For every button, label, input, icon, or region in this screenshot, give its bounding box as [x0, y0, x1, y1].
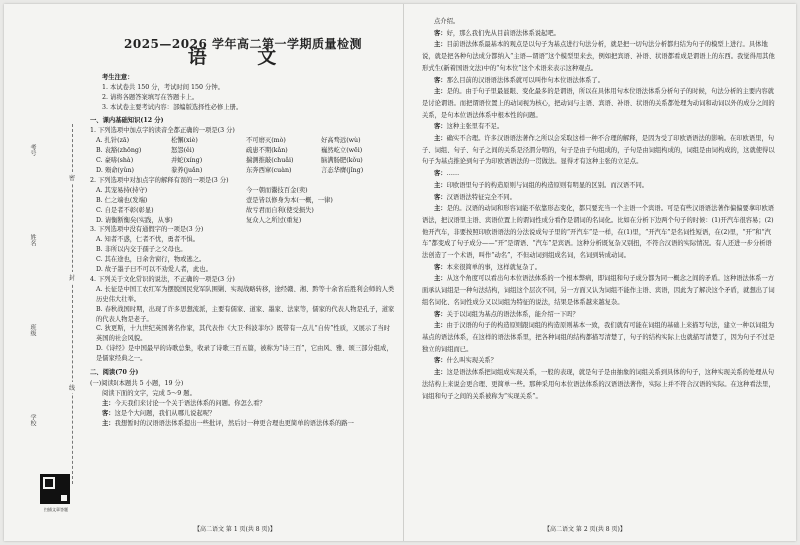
page-1-footer: 【高二语文 第 1 页(共 8 页)】 [194, 526, 276, 533]
option: A. 知者不惑，仁者不忧，勇者不惧。 [96, 236, 200, 244]
paragraph-text: 汉语语法特征完全不同。 [446, 193, 516, 201]
option: 不可磨灭(mò) [246, 137, 286, 145]
binding-margin [4, 4, 94, 541]
speaker: 主： [434, 275, 447, 283]
option: D. 殒命(yǔn) [96, 166, 135, 174]
option: 松懈(xiè) [171, 137, 198, 145]
dialogue-paragraph [422, 355, 778, 367]
option: C. 其在途也，日余舍窗行，物或逃之。 [96, 256, 206, 264]
option: B. 仁之端也(发端) [96, 196, 148, 204]
class-label: 班级 [29, 324, 36, 336]
dialogue-paragraph [422, 86, 778, 121]
school-label: 学校 [29, 414, 36, 426]
option: 脑满肠肥(kǒu) [321, 157, 363, 165]
option: B. 袁豁(zhōng) [96, 147, 142, 155]
question-4: 4. 下列关于文化常识的说法，不正确的一项是(3 分) [90, 275, 235, 283]
reading-prompt: 阅读下面的文字，完成 5～9 题。 [102, 389, 196, 397]
dialogue-paragraph [422, 168, 778, 180]
question-3: 3. 下列选项中没有通假字的一项是(3 分) [90, 226, 204, 234]
option: B. 非所以内交于孺子之父母也。 [96, 246, 187, 254]
option: B. 春秋战国时期，出现了许多思想流派，主要有儒家、道家、墨家、法家等，儒家的代表人物是孔子，道家的代表人物是老子。 [96, 305, 395, 323]
mark-xian: 线 [69, 382, 75, 393]
paragraph-text: 是的。汉语的动词和形容词能不依靠形态变化，都只要充当一个主语一个宾语。可是有些汉语语法著作偏偏要拿印欧语语法，把汉语里主语、宾语位置上的谓词性成分看作是谓词的名词化。比如在分析下边两个句子的时候：(1)开汽车很容易；(2)他开汽车，非要按照印欧语语法的分法说成句子里的“开汽车”是一样，在(1)里，“开汽车”是名词性短语，在(2)里，“开”和“汽车”都变成了句子成分——“开”是谓语、“汽车”是宾语。这种分析既复杂又别扭，不符合汉语的实际情况。有人还进一步分析语法创造了一个术语，叫作“动名”，不但动词到组成名词，名词到转成动词。 [422, 205, 775, 260]
page-2-footer: 【高二语文 第 2 页(共 8 页)】 [544, 526, 626, 533]
dialogue-paragraph [422, 121, 778, 133]
paragraph-text: …… [446, 170, 460, 178]
dialogue-text: 这是个大问题，我们从哪儿说起呢？ [114, 409, 216, 417]
paragraph-text: 目前语法体系最基本的观点是以句子为基点进行句法分析，就是把一切句法分析都归结为句子的模型上进行。具体地说，就是把各种句法成分都纳入“主语—谓语”这个模型里来去，例如把宾语、补语、状语都看成是谓语上的东西。我觉得用其他形式生(新着国语文法)中的“句本位”这个术语来表示这种观点。 [422, 41, 775, 72]
speaker: 客： [434, 357, 447, 365]
speaker: 主： [102, 419, 115, 427]
speaker: 客： [434, 76, 447, 84]
option: C. 豪哧(shà) [96, 157, 134, 165]
option: 并蛇(xíng) [171, 157, 203, 165]
option: A. 其宠易持(持守) [96, 186, 148, 194]
dialogue-paragraph [422, 192, 778, 204]
option: 巍然屹立(wēi) [321, 147, 363, 155]
question-2: 2. 下列选项中对加点字的解释有误的一项是(3 分) [90, 176, 229, 184]
paragraph-text: 印欧语里句子的构造原则与词组的构造原则有明显的区别。而汉语不同。 [446, 181, 649, 189]
name-label: 姓名 [29, 234, 36, 246]
dialogue-paragraph [422, 273, 778, 308]
speaker: 客： [102, 409, 115, 417]
dialogue-text: 我想暂时的汉语语法体系提出一些批评，然后讨一种更合理也更简单的语法体系的路一 [114, 419, 354, 427]
speaker: 主： [434, 369, 447, 377]
section-heading: 二、阅读(70 分) [90, 369, 139, 377]
qr-code[interactable] [40, 474, 70, 504]
speaker: 主： [434, 135, 447, 143]
paragraph-text: 由于汉语的句子的构造原则跟词组的构造原则基本一致，我们就有可能在词组的基础上来描写句法，建立一种以词组为基点的语法体系，在这样的语法体系里，把各种词组的结构都描写清楚了，句子的结构实际上也就描写清楚了，因为句子不过是独立的词组而已。 [422, 322, 775, 353]
option: 好高骛远(wù) [321, 137, 361, 145]
dialogue-paragraph [422, 28, 778, 40]
qr-caption: 扫描文章答题 [44, 507, 68, 512]
exam-sheet [4, 4, 796, 541]
dialogue-line [90, 409, 396, 419]
paragraph-text: 从这个角度可以看出句本位语法体系的一个根本弊病，即词组和句子成分都为同一概念之间的矛盾。这种语法体系一方面承认词组是一种句法结构，词组这个层次不同，另一方面又认为词组不能作主语、宾语，因此为了解决这个矛盾，就想出了词组名词化、名词性成分又以词组为特征的说法，结果是体系越来越复杂。 [422, 275, 775, 306]
question-1: 1. 下列选项中加点字的读音全都正确的一项是(3 分) [90, 127, 235, 135]
speaker: 主： [434, 205, 447, 213]
option: 言态华膺(jǐng) [321, 166, 364, 174]
speaker: 客： [434, 29, 447, 37]
dialogue-line [90, 419, 396, 429]
page-fold [403, 4, 404, 541]
option: C. 狄更斯，十九世纪英国著名作家，其代表作《大卫·科波菲尔》既带有一点儿“自传”性质，又展示了当时英国的社会风貌。 [96, 325, 391, 343]
speaker: 主： [434, 322, 447, 330]
paragraph-text: 什么叫实现关系？ [446, 357, 497, 365]
paragraph-text: 本来很简单的事，这样就复杂了。 [446, 263, 542, 271]
option: D. 故子墨子曰不可以不劝爱人者，此也。 [96, 266, 212, 274]
option: A. 长征是中国工农红军为摆脱国民党军队围剿、实现战略转移，途经赣、湘、黔等十余省后胜利会师的人类历史伟大壮举。 [96, 285, 395, 303]
page-1 [90, 16, 396, 429]
dialogue-paragraph [422, 39, 778, 74]
dialogue-line [90, 399, 396, 409]
speaker: 客： [434, 193, 447, 201]
dialogue-paragraph [422, 320, 778, 355]
option: 豢养(juǎn) [171, 166, 203, 174]
speaker: 主： [102, 399, 115, 407]
dialogue-paragraph [422, 203, 778, 262]
option: 壹是皆以修身为本(一概，一律) [246, 196, 333, 204]
section-heading: 一、课内基础知识(12 分) [90, 117, 164, 125]
speaker: 客： [434, 170, 447, 178]
speaker: 客： [434, 310, 447, 318]
exam-title: 2025—2026 学年高二第一学期质量检测 [124, 37, 362, 51]
paragraph-text: 那么目前的汉语语法体系就可以叫作句本位语法体系了。 [446, 76, 605, 84]
paragraph-text: 这是语法体系把词组成实现关系，一般的表现，就是句子是由抽象的词组关系到具体的句子，这种实现关系的处理从句法结构上来说会更合理、更简单一些。那种采用句本位语法体系的汉语语法著作，实际上并不符合汉语的实际。在这种看法里，词组和句子之间的关系被称为“实现关系”。 [422, 369, 775, 400]
paragraph-text: 是的。由于句子里最显眼、变化最多的是谓语，所以在具体用句本位语法体系分析句子的时候，句法分析的主要内容就是讨论谓语。而把谓语位置上的动词视为核心，把动词与主语、宾语、补语、状语的关系都处理为动词和动词以外的成分之间的关系，是句本位语法体系中根本性的问题。 [422, 88, 775, 119]
note-item: 2. 请将各题答案填写在答题卡上。 [102, 93, 199, 101]
dialogue-paragraph [422, 180, 778, 192]
paragraph-text: 这种主张里有不足。 [446, 123, 504, 131]
dialogue-paragraph [422, 367, 778, 402]
dialogue-paragraph [422, 262, 778, 274]
option: 今一朝而鬻技百金(卖) [246, 186, 308, 194]
page-2 [422, 16, 778, 402]
option: A. 扎针(zā) [96, 137, 130, 145]
subject-title: 语 文 [187, 45, 299, 68]
note-item: 3. 本试卷主要考试内容：部编版选择性必修上册。 [102, 103, 243, 111]
q1-options [90, 136, 396, 176]
option: 疏患不期(kǎn) [246, 147, 288, 155]
speaker: 客： [434, 123, 447, 131]
q2-options [90, 186, 396, 226]
speaker: 主： [434, 41, 447, 49]
option: D.《诗经》是中国最早的诗歌总集，收录了诗歌三百五篇，被称为“诗三百”，它由风、雅、颂三部分组成，是儒家经典之一。 [96, 345, 393, 363]
reading-heading: (一)阅读Ⅰ(本题共 5 小题，19 分) [90, 380, 184, 387]
mark-feng: 封 [69, 272, 75, 283]
dialogue-paragraph [422, 16, 778, 28]
speaker: 客： [434, 263, 447, 271]
paragraph-text: 好，那么我们先从目前语法体系说起吧。 [446, 29, 560, 37]
option: 怒怨(ěi) [171, 147, 195, 155]
paragraph-text: 确实不合理。许多汉语语法著作之所以会采取这样一种不合理的解释，是因为受了印欧语语法的影响。在印欧语里，句子、词组、句子、句子之间的关系是泾渭分明的，句子是由子句组成的，子句是由词组构成的，词组是由词构成的，这就使得以句子为基点推论到句子为印欧语语法的一贯做法。显得才有这种主张的立足点。 [422, 135, 775, 166]
notes-heading: 考生注意： [102, 73, 134, 81]
option: 故亏君而自利(使受损失) [246, 206, 314, 214]
kaohao-label: 考号 [29, 144, 36, 156]
paragraph-text: 关于以词组为基点的语法体系，能介绍一下吗？ [446, 310, 579, 318]
option: C. 自是者不彰(彰显) [96, 206, 154, 214]
note-item: 1. 本试卷共 150 分，考试时间 150 分钟。 [102, 83, 224, 91]
dialogue-text: 今天我们来讨论一个关于语法体系的问题。你怎么看？ [114, 399, 266, 407]
option: D. 请衡断衡矣(实践，从事) [96, 216, 173, 224]
option: 复众人之所过(重复) [246, 216, 302, 224]
option: 东奔西窜(cuàn) [246, 166, 292, 174]
dialogue-paragraph [422, 75, 778, 87]
dialogue-paragraph [422, 133, 778, 168]
mark-mi: 密 [69, 172, 75, 183]
speaker: 主： [434, 88, 447, 96]
paragraph-text: 点介绍。 [434, 18, 460, 25]
option: 揣测推敲(chuǎi) [246, 157, 294, 165]
dialogue-paragraph [422, 309, 778, 321]
speaker: 主： [434, 181, 447, 189]
